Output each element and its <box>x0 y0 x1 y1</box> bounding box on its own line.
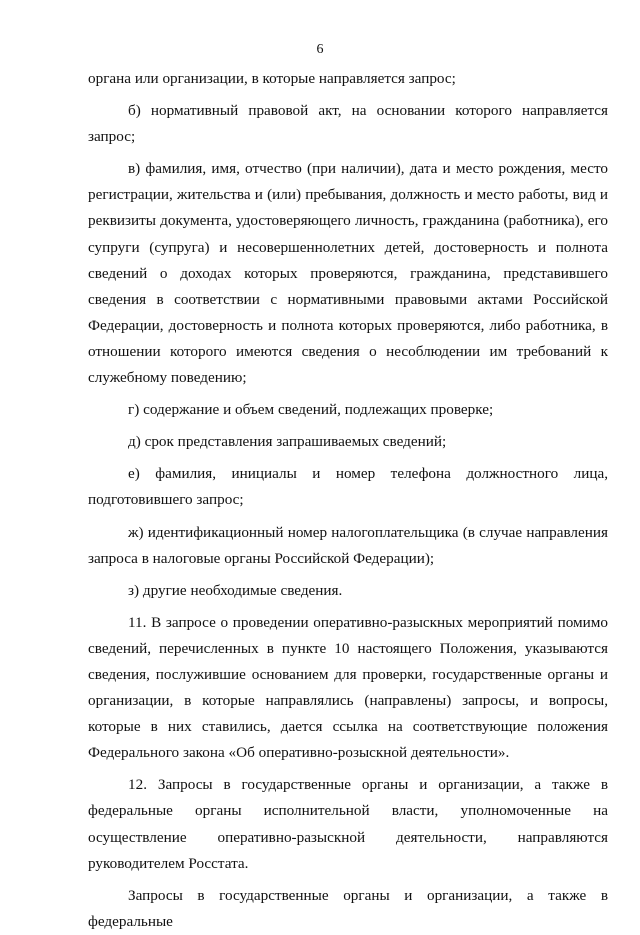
paragraph-item-v: в) фамилия, имя, отчество (при наличии), дата и место рождения, место регистрации, жительства и (или) пребывания, должность и место работы, вид и реквизиты документа, удостоверяющего личность, гражданина (работника), его супруги (супруга) и несовершеннолетних детей, достоверность и полнота сведений о доходах которых проверяются, гражданина, представившего сведения в соответствии с нормативными правовыми актами Российской Федерации, достоверность и полнота которых проверяются, либо работника, в отношении которого имеются сведения о несоблюдении им требований к служебному поведению; <box>88 160 608 387</box>
paragraph-item-d: д) срок представления запрашиваемых сведений; <box>128 433 447 451</box>
paragraph-item-zh: ж) идентификационный номер налогоплательщика (в случае направления запроса в налоговые органы Российской Федерации); <box>88 523 608 567</box>
paragraph-item-e: е) фамилия, инициалы и номер телефона должностного лица, подготовившего запрос; <box>88 465 608 509</box>
paragraph-item-z: з) другие необходимые сведения. <box>128 581 343 599</box>
paragraph-clause-12: 12. Запросы в государственные органы и организации, а также в федеральные органы исполнительной власти, уполномоченные на осуществление оперативно-разыскной деятельности, направляются руководителем Росстата. <box>88 776 608 872</box>
document-body <box>88 66 608 935</box>
page-number: 6 <box>316 42 324 57</box>
paragraph-clause-11: 11. В запросе о проведении оперативно-разыскных мероприятий помимо сведений, перечисленных в пункте 10 настоящего Положения, указываются сведения, послужившие основанием для проверки, государственные органы и организации, в которые направлялись (направлены) запросы, и вопросы, которые в них ставились, дается ссылка на соответствующие положения Федерального закона «Об оперативно-розыскной деятельности». <box>88 613 608 762</box>
paragraph-item-b: б) нормативный правовой акт, на основании которого направляется запрос; <box>88 102 608 146</box>
paragraph-requests: Запросы в государственные органы и организации, а также в федеральные <box>88 886 608 930</box>
paragraph-item-g: г) содержание и объем сведений, подлежащих проверке; <box>128 401 494 419</box>
paragraph-continuation: органа или организации, в которые направляется запрос; <box>88 70 456 87</box>
